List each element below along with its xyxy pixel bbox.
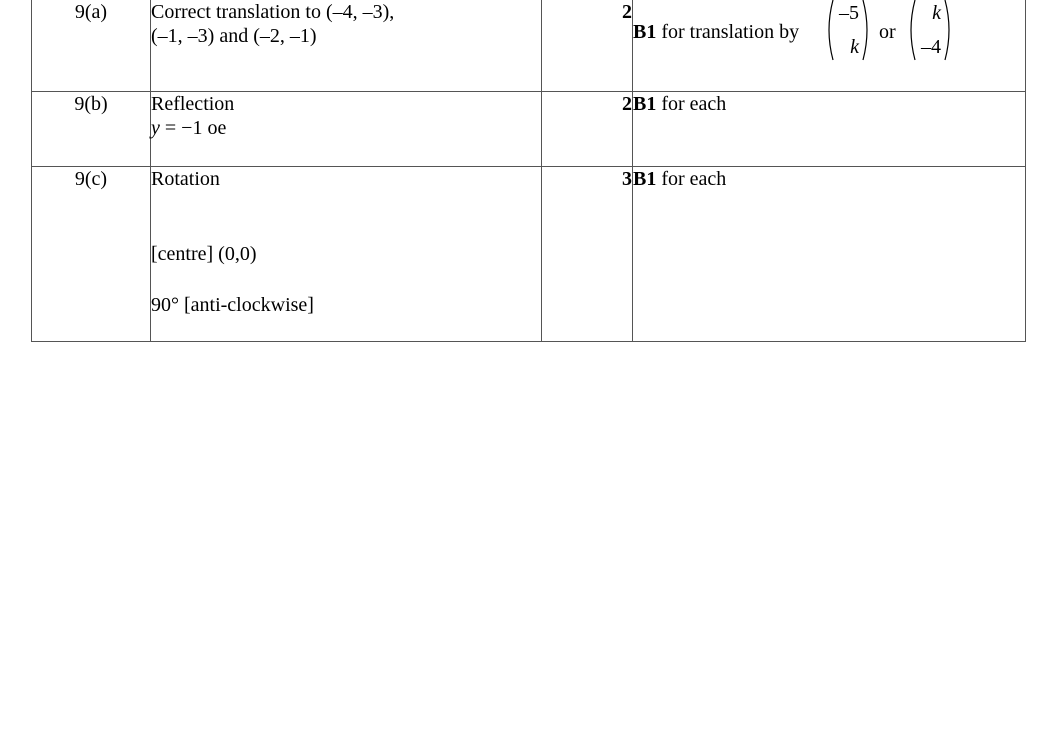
- answer-cell: [151, 92, 542, 167]
- guidance-content: [633, 0, 1025, 79]
- question-number: 9(c): [74, 168, 108, 190]
- answer-line: [centre] (0,0): [151, 243, 257, 265]
- guidance-description: for each: [656, 168, 727, 190]
- question-number: 9(a): [74, 1, 108, 23]
- question-number-cell: [32, 167, 151, 342]
- column-vector: [907, 0, 953, 63]
- answer-line: Reflection: [151, 93, 235, 115]
- guidance-cell: [633, 0, 1026, 92]
- question-number-cell: [32, 92, 151, 167]
- marks-value: 2: [622, 1, 632, 23]
- left-parenthesis-icon: [907, 0, 917, 61]
- vector-bottom-component: –4: [921, 36, 941, 58]
- equation-rest: = −1 oe: [159, 117, 227, 139]
- marks-cell: [542, 167, 633, 342]
- vector-top-component: –5: [839, 2, 859, 24]
- answer-line: Rotation: [151, 168, 220, 190]
- right-parenthesis-icon: [943, 0, 953, 61]
- answer-line: (–1, –3) and (–2, –1): [151, 25, 317, 47]
- vector-top-component: k: [932, 2, 941, 24]
- column-vector: [825, 0, 871, 63]
- guidance-description: for translation by: [656, 21, 800, 43]
- right-parenthesis-icon: [861, 0, 871, 61]
- guidance-text: [633, 20, 799, 44]
- table-row: [32, 0, 1026, 92]
- guidance-cell: [633, 92, 1026, 167]
- marks-cell: [542, 92, 633, 167]
- or-text: or: [879, 21, 896, 43]
- answer-cell: [151, 0, 542, 92]
- guidance-mark-code: B1: [633, 93, 657, 115]
- marks-value: 3: [622, 168, 632, 190]
- guidance-mark-code: B1: [633, 168, 657, 190]
- answer-line: Correct translation to (–4, –3),: [151, 1, 395, 23]
- table-row: [32, 92, 1026, 167]
- guidance-cell: [633, 167, 1026, 342]
- mark-scheme-table: [31, 0, 1026, 342]
- marks-cell: [542, 0, 633, 92]
- left-parenthesis-icon: [825, 0, 835, 61]
- answer-cell: [151, 167, 542, 342]
- question-number-cell: [32, 0, 151, 92]
- equation-variable: y: [151, 117, 160, 139]
- guidance-description: for each: [656, 93, 727, 115]
- marks-value: 2: [622, 93, 632, 115]
- question-number: 9(b): [74, 93, 108, 115]
- vector-bottom-component: k: [850, 36, 859, 58]
- guidance-mark-code: B1: [633, 21, 657, 43]
- table-row: [32, 167, 1026, 342]
- answer-line: [151, 116, 541, 140]
- answer-line: 90° [anti-clockwise]: [151, 294, 314, 316]
